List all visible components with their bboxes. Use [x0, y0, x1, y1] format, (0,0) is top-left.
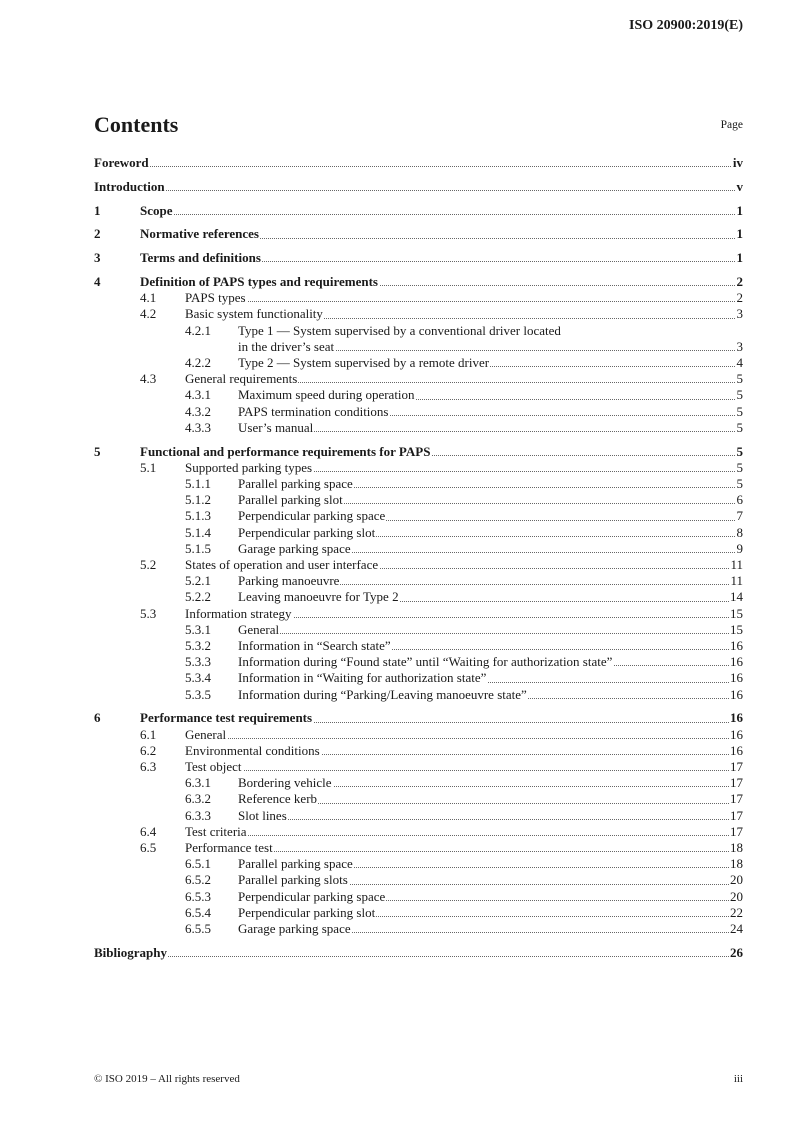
- toc-entry-page: 20: [730, 888, 743, 904]
- toc-entry-page: 17: [730, 759, 743, 775]
- toc-entry-page: 5: [736, 371, 743, 387]
- toc-entry-number: 5.3.1: [185, 621, 211, 637]
- toc-entry-page: 17: [730, 823, 743, 839]
- toc-entry-page: 1: [736, 226, 743, 242]
- toc-entry[interactable]: [94, 476, 743, 492]
- toc-entry-number: 4.3.2: [185, 403, 211, 419]
- toc-entry[interactable]: [94, 945, 743, 961]
- toc-entry[interactable]: [94, 250, 743, 266]
- toc-entry-number: 5.1.4: [185, 524, 211, 540]
- toc-entry-title: PAPS types: [185, 290, 246, 306]
- toc-entry[interactable]: [94, 387, 743, 403]
- toc-entry[interactable]: [94, 791, 743, 807]
- toc-entry[interactable]: [94, 525, 743, 541]
- toc-entry-title: Parallel parking space: [238, 476, 353, 492]
- toc-entry-number: 6.3: [140, 759, 157, 775]
- toc-entry-page: 16: [730, 638, 743, 654]
- toc-entry-page: 17: [730, 775, 743, 791]
- toc-entry-number: 4: [94, 273, 101, 289]
- toc-entry-title: Parking manoeuvre: [238, 573, 340, 589]
- toc-entry-page: 16: [730, 710, 743, 726]
- toc-entry-page: 17: [730, 791, 743, 807]
- toc-entry-title: Maximum speed during operation: [238, 387, 415, 403]
- toc-entry-number: 1: [94, 202, 101, 218]
- toc-entry-title: Leaving manoeuvre for Type 2: [238, 589, 399, 605]
- toc-entry-title: States of operation and user interface: [185, 557, 379, 573]
- toc-entry-page: 11: [730, 557, 743, 573]
- toc-entry-number: 5.3.2: [185, 638, 211, 654]
- toc-entry-number: 5: [94, 443, 101, 459]
- toc-entry[interactable]: [94, 460, 743, 476]
- toc-entry-title: Information in “Search state”: [238, 638, 391, 654]
- toc-entry-title: Parallel parking slot: [238, 492, 343, 508]
- toc-entry-page: 5: [736, 459, 743, 475]
- toc-entry-title: Bibliography: [94, 944, 167, 960]
- toc-entry-number: 5.3.5: [185, 686, 211, 702]
- toc-entry[interactable]: [94, 905, 743, 921]
- toc-entry-title: Perpendicular parking slot: [238, 524, 376, 540]
- toc-entry-number: 6.5.5: [185, 921, 211, 937]
- toc-entry-title: Normative references: [140, 226, 259, 242]
- toc-entry[interactable]: [94, 759, 743, 775]
- toc-entry[interactable]: [94, 323, 743, 355]
- document-id: ISO 20900:2019(E): [629, 18, 743, 33]
- toc-entry[interactable]: [94, 492, 743, 508]
- toc-entry-page: 4: [736, 355, 743, 370]
- toc-entry-number: 6.5.3: [185, 888, 211, 904]
- toc-entry-page: 1: [736, 250, 743, 266]
- toc-entry-page: 2: [736, 273, 743, 289]
- toc-entry-page: 3: [736, 306, 743, 322]
- toc-entry-number: 4.3.1: [185, 387, 211, 403]
- toc-entry-title: Definition of PAPS types and requirements: [140, 273, 378, 289]
- toc-entry-page: 3: [736, 338, 743, 354]
- copyright-footer: © ISO 2019 – All rights reserved: [94, 1073, 240, 1085]
- toc-entry[interactable]: [94, 404, 743, 420]
- toc-entry[interactable]: [94, 856, 743, 872]
- toc-entry-number: 4.2.2: [185, 355, 211, 370]
- toc-entry-number: 6.2: [140, 742, 157, 758]
- toc-entry-number: 4.2: [140, 306, 157, 322]
- toc-entry[interactable]: [94, 203, 743, 219]
- toc-entry-title: Information during “Parking/Leaving manoeuvre state”: [238, 686, 527, 702]
- toc-entry-number: 5.1.3: [185, 508, 211, 524]
- toc-entry-number: 2: [94, 226, 101, 242]
- toc-entry-title: Scope: [140, 202, 173, 218]
- toc-entry-number: 5.1.2: [185, 492, 211, 508]
- toc-entry-title: Functional and performance requirements for PAPS: [140, 443, 431, 459]
- toc-entry-page: 22: [730, 904, 743, 920]
- toc-entry-title: Introduction: [94, 178, 165, 194]
- toc-entry-title: Slot lines: [238, 807, 287, 823]
- toc-entry-title: Perpendicular parking slot: [238, 904, 376, 920]
- toc-entry-title: Performance test: [185, 840, 273, 856]
- toc-entry-number: 6.5.4: [185, 904, 211, 920]
- toc-entry-page: 18: [730, 840, 743, 856]
- toc-entry[interactable]: [94, 889, 743, 905]
- toc-entry[interactable]: [94, 606, 743, 622]
- toc-entry-number: 4.2.1: [185, 322, 211, 338]
- toc-entry-page: 8: [736, 524, 743, 540]
- toc-entry-page: 15: [730, 621, 743, 637]
- toc-entry[interactable]: [94, 622, 743, 638]
- toc-entry-title: Garage parking space: [238, 921, 351, 937]
- toc-entry-number: 6: [94, 710, 101, 726]
- toc-entry[interactable]: [94, 840, 743, 856]
- toc-entry[interactable]: [94, 638, 743, 654]
- toc-entry[interactable]: [94, 687, 743, 703]
- toc-entry-title: Basic system functionality: [185, 306, 323, 322]
- toc-entry-number: 6.5.2: [185, 872, 211, 888]
- toc-entry-title: Test object: [185, 759, 242, 775]
- toc-entry-page: 2: [736, 290, 743, 306]
- toc-entry-title: Bordering vehicle: [238, 775, 332, 791]
- toc-entry-number: 4.3: [140, 371, 157, 387]
- toc-entry[interactable]: [94, 824, 743, 840]
- toc-entry-title: Parallel parking slots: [238, 872, 348, 888]
- toc-entry-title: Perpendicular parking space: [238, 888, 386, 904]
- toc-entry[interactable]: [94, 306, 743, 322]
- toc-entry-page: v: [736, 178, 743, 194]
- toc-entry-title: Performance test requirements: [140, 710, 313, 726]
- page-title: Contents: [94, 112, 179, 137]
- toc-entry-title: Type 1 — System supervised by a conventional driver located in the driver’s seat: [238, 322, 561, 354]
- toc-entry-page: 17: [730, 807, 743, 823]
- toc-entry-title: Type 2 — System supervised by a remote driver: [238, 355, 490, 370]
- toc-entry[interactable]: [94, 355, 743, 371]
- toc-entry-number: 5.3: [140, 605, 157, 621]
- toc-entry-title: General: [238, 621, 280, 637]
- toc-entry-page: 16: [730, 686, 743, 702]
- toc-entry-title: General: [185, 726, 227, 742]
- page-number: iii: [733, 1073, 743, 1085]
- toc-entry-title: Test criteria: [185, 823, 247, 839]
- toc-entry[interactable]: [94, 808, 743, 824]
- toc-entry-number: 5.1.5: [185, 540, 211, 556]
- toc-entry[interactable]: [94, 921, 743, 937]
- toc-entry-title: General requirements: [185, 371, 298, 387]
- toc-entry-page: 20: [730, 872, 743, 888]
- toc-entry[interactable]: [94, 775, 743, 791]
- toc-entry-page: 18: [730, 856, 743, 872]
- toc-entry-title: Terms and definitions: [140, 250, 261, 266]
- toc-entry-page: 1: [736, 202, 743, 218]
- toc-entry-title: Reference kerb: [238, 791, 318, 807]
- toc-entry-page: 11: [730, 573, 743, 589]
- toc-entry[interactable]: [94, 274, 743, 290]
- toc-entry[interactable]: [94, 444, 743, 460]
- toc-entry-page: 16: [730, 654, 743, 670]
- toc-entry-title: Foreword: [94, 155, 149, 170]
- toc-entry-page: 6: [736, 492, 743, 508]
- toc-entry[interactable]: [94, 557, 743, 573]
- toc-entry-number: 3: [94, 250, 101, 266]
- toc-entry[interactable]: [94, 290, 743, 306]
- toc-entry-page: 14: [730, 589, 743, 605]
- toc-entry[interactable]: [94, 179, 743, 195]
- toc-entry-page: 5: [736, 419, 743, 435]
- toc-entry-number: 6.1: [140, 726, 157, 742]
- toc-entry-number: 5.1: [140, 459, 157, 475]
- toc-entry[interactable]: [94, 155, 743, 171]
- toc-entry[interactable]: [94, 420, 743, 436]
- toc-entry-title: Supported parking types: [185, 459, 313, 475]
- toc-entry-page: 5: [736, 403, 743, 419]
- toc-entry-number: 6.5: [140, 840, 157, 856]
- toc-entry[interactable]: [94, 710, 743, 726]
- toc-entry-page: iv: [732, 155, 743, 170]
- toc-entry-page: 26: [730, 944, 743, 960]
- toc-entry-number: 6.3.3: [185, 807, 211, 823]
- toc-entry[interactable]: [94, 226, 743, 242]
- toc-entry-number: 5.1.1: [185, 476, 211, 492]
- toc-entry-number: 5.2: [140, 557, 157, 573]
- toc-entry[interactable]: [94, 743, 743, 759]
- toc-entry[interactable]: [94, 573, 743, 589]
- toc-entry-title: Information strategy: [185, 605, 292, 621]
- page-column-label: Page: [720, 119, 743, 131]
- toc-entry-page: 16: [730, 742, 743, 758]
- toc-entry-number: 6.3.2: [185, 791, 211, 807]
- toc-entry-title: PAPS termination conditions: [238, 403, 389, 419]
- toc-entry-title: Information in “Waiting for authorization state”: [238, 670, 487, 686]
- toc-entry-number: 6.4: [140, 823, 157, 839]
- toc-entry[interactable]: [94, 541, 743, 557]
- toc-entry-number: 5.3.3: [185, 654, 211, 670]
- toc-entry-number: 6.5.1: [185, 856, 211, 872]
- toc-entry-page: 15: [730, 605, 743, 621]
- toc-entry-number: 4.3.3: [185, 419, 211, 435]
- toc-entry-title: Perpendicular parking space: [238, 508, 386, 524]
- toc-entry[interactable]: [94, 670, 743, 686]
- toc-entry-number: 5.3.4: [185, 670, 211, 686]
- toc-entry-page: 5: [736, 387, 743, 403]
- toc-entry[interactable]: [94, 508, 743, 524]
- toc-entry-page: 16: [730, 726, 743, 742]
- toc-entry-page: 16: [730, 670, 743, 686]
- toc-entry-page: 5: [736, 476, 743, 492]
- toc-entry-title: Environmental conditions: [185, 742, 320, 758]
- toc-entry[interactable]: [94, 654, 743, 670]
- toc-entry-page: 7: [736, 508, 743, 524]
- toc-entry-page: 5: [736, 443, 743, 459]
- toc-entry-number: 5.2.2: [185, 589, 211, 605]
- toc-entry-page: 9: [736, 540, 743, 556]
- toc-entry[interactable]: [94, 727, 743, 743]
- toc-entry-title: Parallel parking space: [238, 856, 353, 872]
- toc-entry-number: 4.1: [140, 290, 157, 306]
- toc-entry-number: 6.3.1: [185, 775, 211, 791]
- table-of-contents: [94, 155, 743, 961]
- toc-entry-page: 24: [730, 921, 743, 937]
- toc-entry-number: 5.2.1: [185, 573, 211, 589]
- toc-entry-title: Garage parking space: [238, 540, 351, 556]
- toc-entry[interactable]: [94, 872, 743, 888]
- toc-entry-title: Information during “Found state” until “Waiting for authorization state”: [238, 654, 613, 670]
- toc-entry[interactable]: [94, 371, 743, 387]
- toc-entry[interactable]: [94, 589, 743, 605]
- toc-entry-title: User’s manual: [238, 419, 314, 435]
